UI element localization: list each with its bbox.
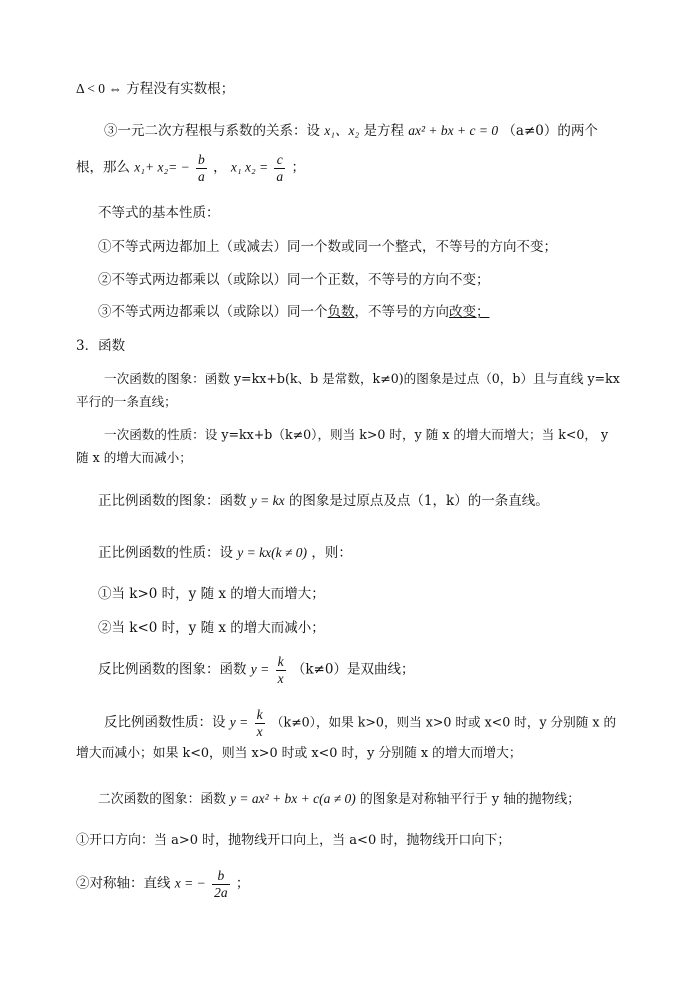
inv-graph-denominator: x — [277, 670, 284, 686]
quad-2-denominator: 2a — [214, 884, 228, 900]
ineq-3c: ，不等号的方向 — [354, 304, 449, 320]
vieta-prefix: ③一元二次方程根与系数的关系：设 — [104, 123, 320, 139]
vieta-sum-fraction — [196, 152, 207, 184]
delta-text: 方程没有实数根； — [126, 81, 235, 97]
quad-2-prefix: ②对称轴：直线 — [76, 875, 171, 892]
quad-2-numerator: b — [212, 868, 230, 885]
prop-graph-prefix: 正比例函数的图象：函数 — [98, 493, 247, 509]
linear-prop-line-2: 随 x 的增大而减小； — [76, 450, 192, 465]
ineq-3a: ③不等式两边都乘以（或除以）同一个 — [98, 304, 328, 320]
vieta-cond: （a≠0）的两个 — [502, 123, 598, 139]
inv-prop-numerator: k — [256, 707, 263, 722]
quad-formula: y = ax² + bx + c(a ≠ 0) — [230, 791, 356, 806]
vieta-line2-prefix: 根，那么 — [76, 159, 130, 176]
quad-item-1: ①开口方向：当 a>0 时，抛物线开口向上，当 a<0 时，抛物线开口向下； — [76, 833, 511, 848]
prop-prop-line — [98, 546, 352, 561]
ineq-3d: 改变； — [449, 304, 490, 320]
prop-prop-suffix: ，则： — [311, 545, 352, 561]
vieta-sum-numerator: b — [198, 152, 205, 167]
vieta-sum-lhs: x₁+ x₂= − — [134, 159, 190, 175]
prop-graph-formula: y = kx — [250, 493, 285, 508]
inv-prop-fraction — [255, 707, 265, 739]
inv-graph-suffix: （k≠0）是双曲线； — [291, 661, 415, 678]
delta-line — [76, 82, 234, 97]
vieta-prod-fraction — [274, 152, 285, 184]
ineq-title: 不等式的基本性质： — [98, 205, 220, 221]
inv-prop-prefix: 反比例函数性质：设 — [104, 714, 226, 731]
section-heading: 3．函数 — [76, 338, 126, 354]
inv-graph-fraction — [276, 654, 286, 686]
linear-graph-line-1: 一次函数的图象：函数 y=kx+b(k、b 是常数，k≠0)的图象是过点（0，b）且与直线 y=kx — [104, 371, 620, 386]
vieta-prod-numerator: c — [274, 152, 285, 169]
prop-graph-suffix: 的图象是过原点及点（1，k）的一条直线。 — [288, 493, 549, 509]
prop-graph-line — [98, 494, 549, 509]
prop-prop-formula: y = kx(k ≠ 0) — [237, 545, 308, 560]
vieta-line-2 — [76, 152, 305, 184]
vieta-equation: ax² + bx + c = 0 — [408, 123, 499, 138]
inv-prop-denominator: x — [256, 723, 263, 739]
vieta-mid: 是方程 — [363, 123, 404, 139]
inv-graph-line — [98, 654, 414, 686]
vieta-sum-denominator: a — [198, 168, 205, 184]
quad-prefix: 二次函数的图象：函数 — [98, 792, 226, 807]
quad-suffix: 的图象是对称轴平行于 y 轴的抛物线； — [359, 792, 580, 807]
vieta-end: ； — [291, 159, 305, 176]
inv-prop-line-2: 增大而减小；如果 k<0，则当 x>0 时或 x<0 时，y 分别随 x 的增大而增大； — [76, 746, 522, 761]
ineq-item-3 — [98, 306, 490, 320]
linear-graph-line-2: 平行的一条直线； — [76, 394, 177, 409]
ineq-3b: 负数 — [327, 304, 355, 320]
linear-prop-line-1: 一次函数的性质：设 y=kx+b（k≠0），则当 k>0 时，y 随 x 的增大而增大；当 k<0， y — [104, 427, 609, 442]
prop-item-1: ①当 k>0 时，y 随 x 的增大而增大； — [98, 586, 325, 602]
vieta-roots: x₁、x₂ — [324, 123, 360, 138]
inv-graph-prefix: 反比例函数的图象：函数 — [98, 661, 247, 678]
delta-condition: Δ < 0 ⇔ — [76, 81, 122, 96]
quad-2-end: ； — [235, 875, 250, 892]
quad-item-2 — [76, 868, 249, 900]
vieta-prod-denominator: a — [276, 168, 284, 184]
inv-prop-line-1 — [104, 707, 616, 739]
quad-2-fraction — [212, 868, 230, 900]
inv-prop-lhs: y = — [229, 714, 249, 730]
inv-graph-numerator: k — [277, 654, 284, 669]
vieta-prod-lhs: x₁ x₂ = — [230, 159, 269, 175]
inv-prop-suffix: （k≠0），如果 k>0，则当 x>0 时或 x<0 时，y 分别随 x 的 — [270, 714, 617, 730]
vieta-sep: ， — [213, 159, 227, 176]
ineq-item-1: ①不等式两边都加上（或减去）同一个数或同一个整式，不等号的方向不变； — [98, 239, 557, 255]
ineq-item-2: ②不等式两边都乘以（或除以）同一个正数，不等号的方向不变； — [98, 272, 490, 288]
vieta-line-1 — [104, 124, 598, 139]
quad-graph-line — [98, 792, 580, 807]
prop-item-2: ②当 k<0 时，y 随 x 的增大而减小； — [98, 620, 325, 636]
quad-2-lhs: x = − — [174, 875, 206, 891]
prop-prop-prefix: 正比例函数的性质：设 — [98, 545, 233, 561]
inv-graph-lhs: y = — [250, 661, 270, 677]
